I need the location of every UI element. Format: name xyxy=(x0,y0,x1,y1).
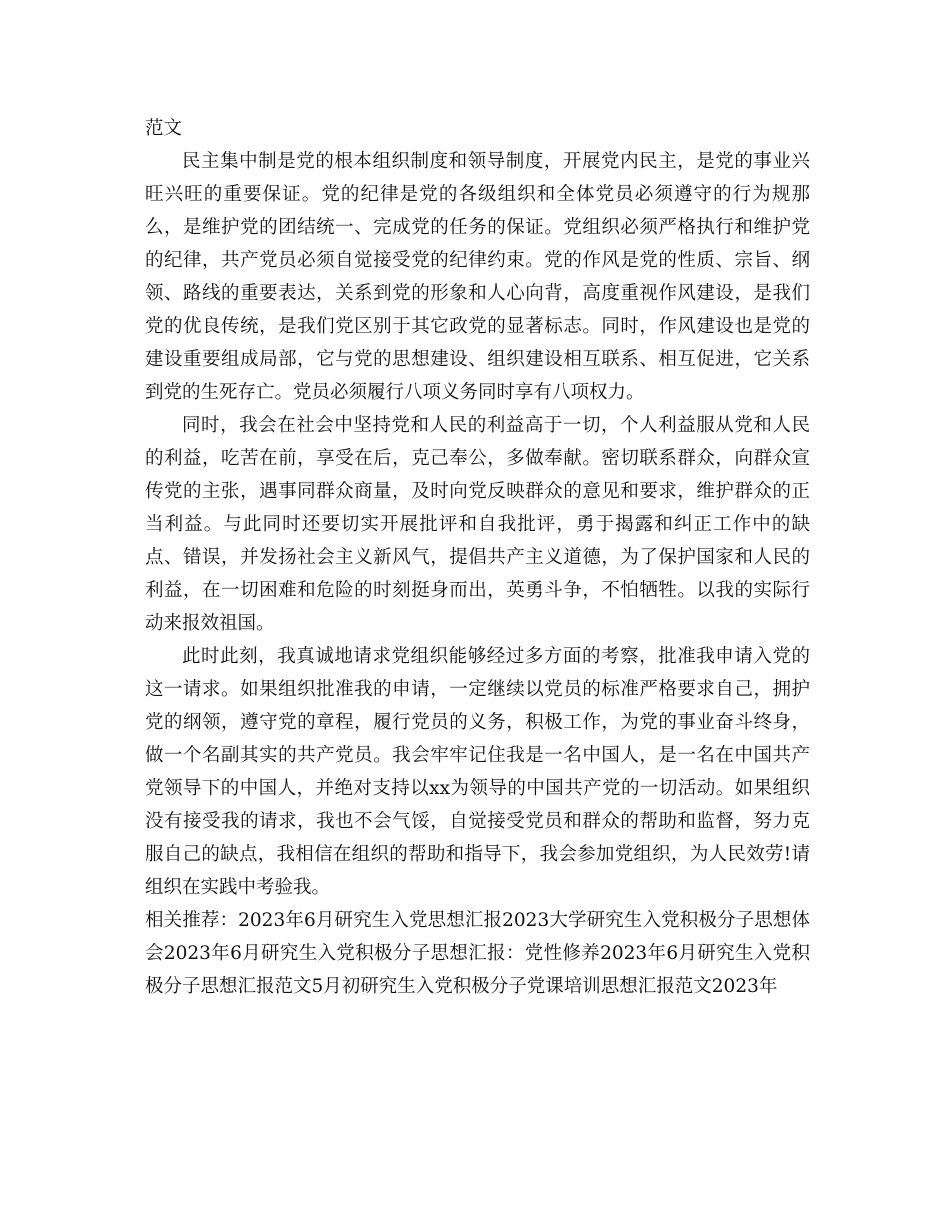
document-page xyxy=(145,112,810,1003)
paragraph-party-and-people: 同时，我会在社会中坚持党和人民的利益高于一切，个人利益服从党和人民的利益，吃苦在前，享受在后，克己奉公，多做奉献。密切联系群众，向群众宣传党的主张，遇事同群众商量，及时向党反映群众的意见和要求，维护群众的正当利益。与此同时还要切实开展批评和自我批评，勇于揭露和纠正工作中的缺点、错误，并发扬社会主义新风气，提倡共产主义道德，为了保护国家和人民的利益，在一切困难和危险的时刻挺身而出，英勇斗争，不怕牺牲。以我的实际行动来报效祖国。 xyxy=(145,415,810,634)
related-recommendations: 相关推荐：2023年6月研究生入党思想汇报2023大学研究生入党积极分子思想体会2023年6月研究生入党积极分子思想汇报：党性修养2023年6月研究生入党积极分子思想汇报范文5月初研究生入党积极分子党课培训思想汇报范文2023年 xyxy=(145,910,810,997)
paragraph-application-request: 此时此刻，我真诚地请求党组织能够经过多方面的考察，批准我申请入党的这一请求。如果组织批准我的申请，一定继续以党员的标准严格要求自己，拥护党的纲领，遵守党的章程，履行党员的义务，积极工作，为党的事业奋斗终身，做一个名副其实的共产党员。我会牢牢记住我是一名中国人，是一名在中国共产党领导下的中国人，并绝对支持以xx为领导的中国共产党的一切活动。如果组织没有接受我的请求，我也不会气馁，自觉接受党员和群众的帮助和监督，努力克服自己的缺点，我相信在组织的帮助和指导下，我会参加党组织，为人民效劳!请组织在实践中考验我。 xyxy=(145,646,811,898)
section-heading: 范文 xyxy=(145,118,183,139)
paragraph-democratic-centralism: 民主集中制是党的根本组织制度和领导制度，开展党内民主，是党的事业兴旺兴旺的重要保证。党的纪律是党的各级组织和全体党员必须遵守的行为规那么，是维护党的团结统一、完成党的任务的保证。党组织必须严格执行和维护党的纪律，共产党员必须自觉接受党的纪律约束。党的作风是党的性质、宗旨、纲领、路线的重要表达，关系到党的形象和人心向背，高度重视作风建设，是我们党的优良传统，是我们党区别于其它政党的显著标志。同时，作风建设也是党的建设重要组成局部，它与党的思想建设、组织建设相互联系、相互促进，它关系到党的生死存亡。党员必须履行八项义务同时享有八项权力。 xyxy=(145,151,810,403)
